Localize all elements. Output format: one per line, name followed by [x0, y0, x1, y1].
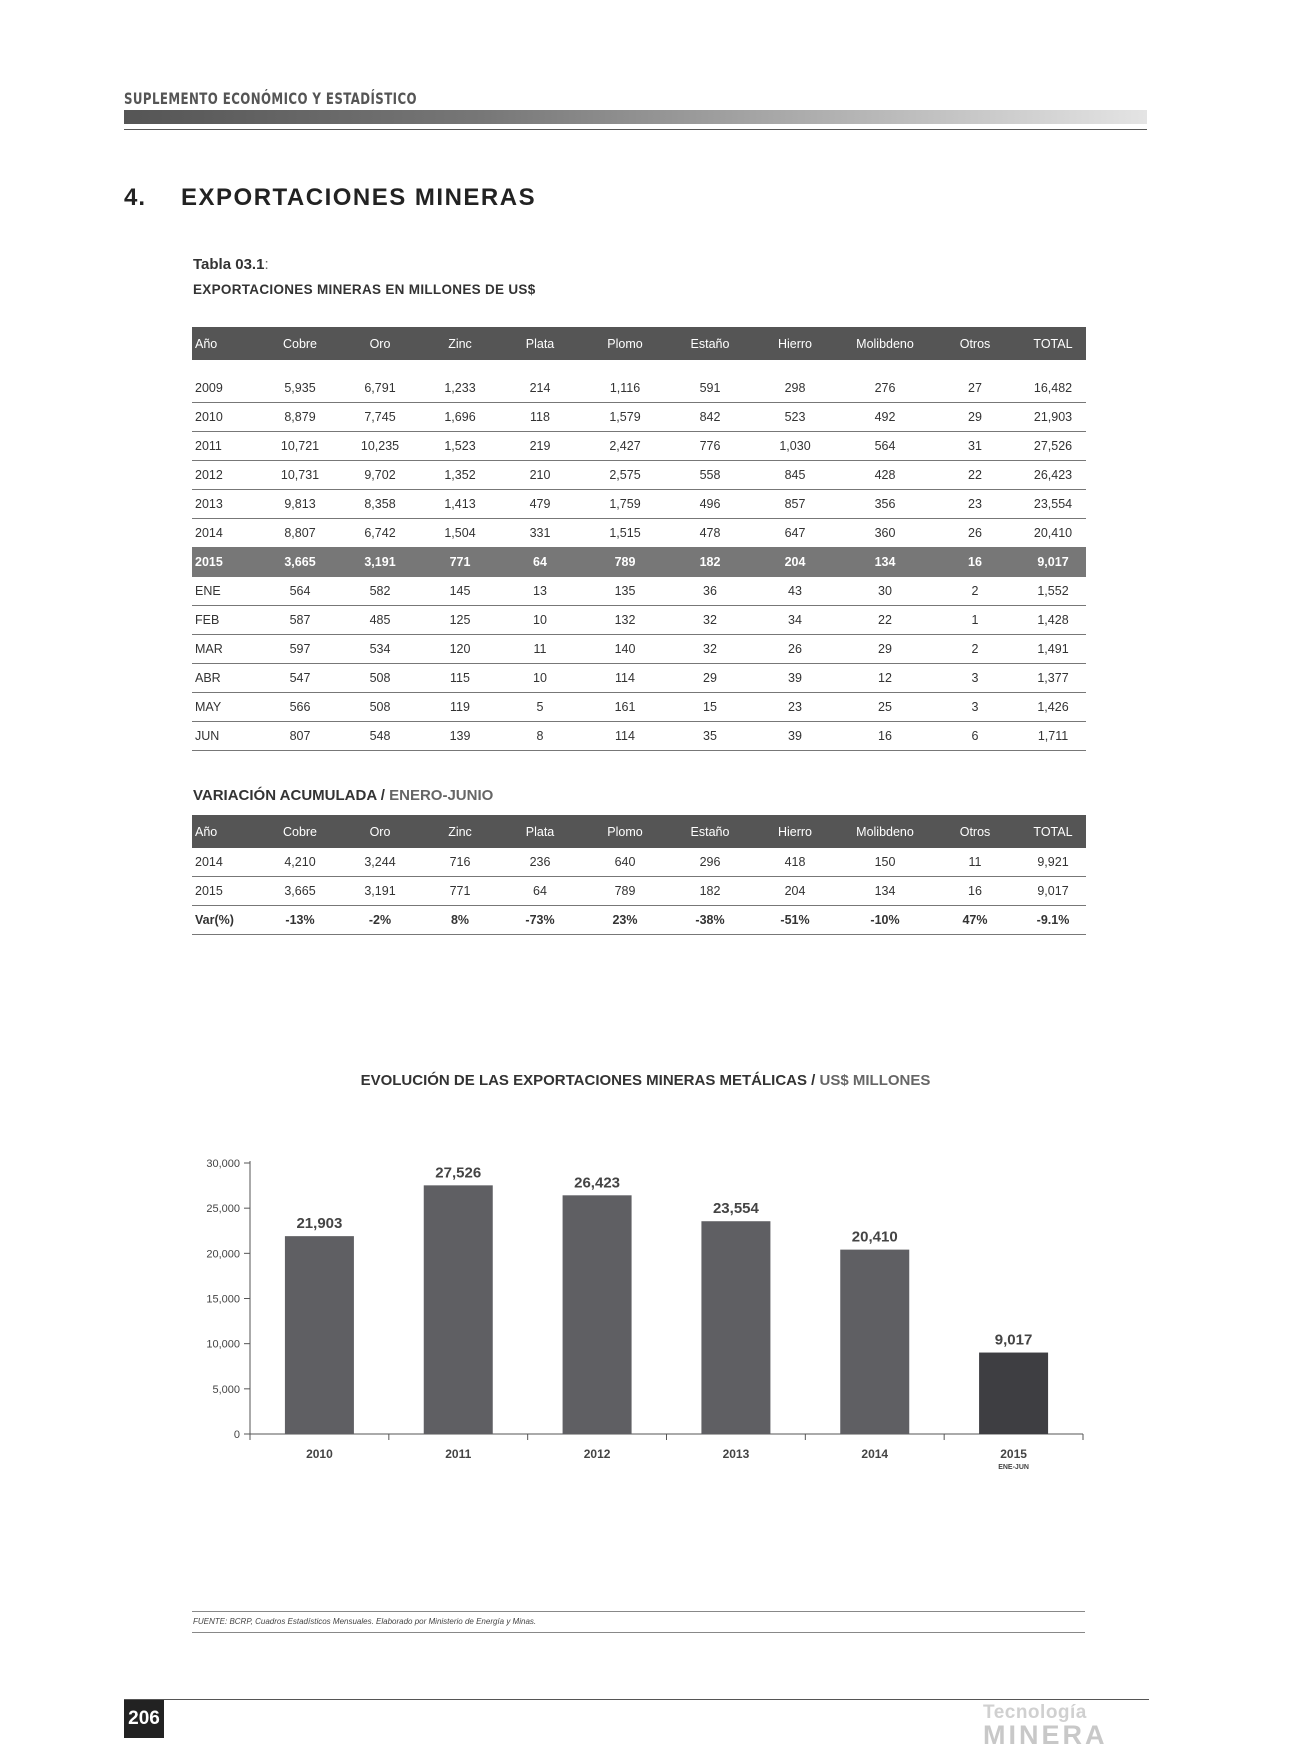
table-cell: 2011	[192, 432, 260, 461]
bar	[424, 1185, 493, 1434]
bar	[701, 1221, 770, 1434]
table-cell: 298	[750, 374, 840, 403]
table-cell: 134	[840, 548, 930, 577]
table-cell: 23	[750, 693, 840, 722]
table-cell: 115	[420, 664, 500, 693]
table-cell: -73%	[500, 906, 580, 935]
table-cell: 10,235	[340, 432, 420, 461]
column-header: Plomo	[580, 815, 670, 848]
table-cell: 591	[670, 374, 750, 403]
table-cell: 64	[500, 877, 580, 906]
table-cell: 150	[840, 848, 930, 877]
table-cell: 771	[420, 877, 500, 906]
table-cell: 2014	[192, 519, 260, 548]
table-cell: 8,358	[340, 490, 420, 519]
table-cell: 1,428	[1020, 606, 1086, 635]
column-header: Hierro	[750, 815, 840, 848]
table-cell: 64	[500, 548, 580, 577]
table-cell: 3	[930, 664, 1020, 693]
table-cell: 582	[340, 577, 420, 606]
table-cell: 508	[340, 664, 420, 693]
table-cell: 10	[500, 664, 580, 693]
table-cell: 9,813	[260, 490, 340, 519]
table-cell: 564	[260, 577, 340, 606]
table-cell: 25	[840, 693, 930, 722]
bar	[979, 1353, 1048, 1434]
table-cell: -10%	[840, 906, 930, 935]
table-cell: 360	[840, 519, 930, 548]
variation-title-main: VARIACIÓN ACUMULADA	[193, 787, 377, 804]
table-cell: 331	[500, 519, 580, 548]
table-cell: FEB	[192, 606, 260, 635]
x-tick-label: 2010	[306, 1447, 333, 1461]
table-cell: 485	[340, 606, 420, 635]
column-header: Oro	[340, 327, 420, 360]
table-cell: 114	[580, 664, 670, 693]
table-cell: MAR	[192, 635, 260, 664]
table-cell: 1,116	[580, 374, 670, 403]
table-cell: 30	[840, 577, 930, 606]
table-cell: 2015	[192, 877, 260, 906]
table-cell: 182	[670, 877, 750, 906]
table-cell: 8	[500, 722, 580, 751]
table-cell: 558	[670, 461, 750, 490]
table-cell: 145	[420, 577, 500, 606]
table-cell: 3,191	[340, 877, 420, 906]
table-cell: 428	[840, 461, 930, 490]
column-header: TOTAL	[1020, 327, 1086, 360]
table-cell: 8,807	[260, 519, 340, 548]
table-cell: 39	[750, 664, 840, 693]
y-tick-label: 0	[233, 1429, 240, 1441]
table-cell: 2,427	[580, 432, 670, 461]
table-cell: -51%	[750, 906, 840, 935]
footer-rule	[124, 1699, 1149, 1700]
table-cell: 36	[670, 577, 750, 606]
table-cell: 16	[840, 722, 930, 751]
table-cell: 1,552	[1020, 577, 1086, 606]
table-cell: 23,554	[1020, 490, 1086, 519]
bar	[563, 1195, 632, 1434]
table-cell: 134	[840, 877, 930, 906]
table-cell: 11	[500, 635, 580, 664]
y-tick-label: 30,000	[206, 1158, 240, 1170]
table-cell: 3	[930, 693, 1020, 722]
bar-value-label: 21,903	[296, 1215, 343, 1233]
table-cell: 23	[930, 490, 1020, 519]
table-cell: 1,426	[1020, 693, 1086, 722]
table-cell: 534	[340, 635, 420, 664]
column-header: Cobre	[260, 327, 340, 360]
chart-title-sub: US$ MILLONES	[819, 1072, 931, 1089]
table-cell: 8%	[420, 906, 500, 935]
variation-title-sub: ENERO-JUNIO	[389, 787, 494, 804]
column-header: Zinc	[420, 327, 500, 360]
table-cell: 236	[500, 848, 580, 877]
table-cell: 214	[500, 374, 580, 403]
column-header: Año	[192, 327, 260, 360]
table-cell: 3,665	[260, 877, 340, 906]
table-cell: 140	[580, 635, 670, 664]
y-tick-label: 25,000	[206, 1203, 240, 1216]
table-cell: 182	[670, 548, 750, 577]
table-cell: 492	[840, 403, 930, 432]
table-cell: 5	[500, 693, 580, 722]
bar-value-label: 20,410	[851, 1228, 898, 1246]
column-header: Molibdeno	[840, 815, 930, 848]
table-cell: 478	[670, 519, 750, 548]
table-cell: 16	[930, 877, 1020, 906]
table-cell: 6,791	[340, 374, 420, 403]
table-cell: 2009	[192, 374, 260, 403]
table-cell: ENE	[192, 577, 260, 606]
table-label-text: Tabla 03.1	[193, 256, 265, 273]
table-cell: 2015	[192, 548, 260, 577]
table-cell: 1,515	[580, 519, 670, 548]
table-cell: 9,921	[1020, 848, 1086, 877]
table-cell: 22	[930, 461, 1020, 490]
table-cell: 21,903	[1020, 403, 1086, 432]
table-cell: 210	[500, 461, 580, 490]
table-cell: 16	[930, 548, 1020, 577]
table-cell: 11	[930, 848, 1020, 877]
column-header: Molibdeno	[840, 327, 930, 360]
table-cell: 29	[930, 403, 1020, 432]
x-tick-label: 2013	[722, 1447, 750, 1461]
table-cell: 34	[750, 606, 840, 635]
bar-value-label: 26,423	[574, 1174, 621, 1192]
table-cell: 10,731	[260, 461, 340, 490]
brand-line1: Tecnología	[983, 1702, 1087, 1723]
y-tick-label: 20,000	[206, 1248, 240, 1261]
table-cell: 204	[750, 877, 840, 906]
table-cell: 587	[260, 606, 340, 635]
table-cell: 640	[580, 848, 670, 877]
column-header: Año	[192, 815, 260, 848]
table-cell: 4,210	[260, 848, 340, 877]
chart-title-sep: /	[807, 1072, 820, 1089]
table-cell: 204	[750, 548, 840, 577]
column-header: Zinc	[420, 815, 500, 848]
table-cell: 842	[670, 403, 750, 432]
table-cell: 125	[420, 606, 500, 635]
table-cell: 2012	[192, 461, 260, 490]
table-cell: 496	[670, 490, 750, 519]
table-cell: 276	[840, 374, 930, 403]
y-tick-label: 10,000	[206, 1338, 240, 1351]
table-cell: 1,491	[1020, 635, 1086, 664]
table-cell: 26	[930, 519, 1020, 548]
table-cell: 139	[420, 722, 500, 751]
table-cell: 10	[500, 606, 580, 635]
table-cell: 13	[500, 577, 580, 606]
table-cell: 1,352	[420, 461, 500, 490]
table-cell: MAY	[192, 693, 260, 722]
table-cell: 9,017	[1020, 548, 1086, 577]
table-cell: 5,935	[260, 374, 340, 403]
table-cell: 161	[580, 693, 670, 722]
table-cell: 523	[750, 403, 840, 432]
table-cell: 32	[670, 635, 750, 664]
x-tick-label: 2012	[583, 1447, 611, 1461]
table-cell: 1,030	[750, 432, 840, 461]
table-cell: 647	[750, 519, 840, 548]
table-cell: 12	[840, 664, 930, 693]
table-cell: Var(%)	[192, 906, 260, 935]
x-tick-label: 2015	[1000, 1447, 1027, 1461]
table-cell: 31	[930, 432, 1020, 461]
page-number: 206	[124, 1700, 164, 1738]
supplement-title: SUPLEMENTO ECONÓMICO Y ESTADÍSTICO	[124, 89, 417, 108]
table-cell: 8,879	[260, 403, 340, 432]
table-cell: 16,482	[1020, 374, 1086, 403]
table-cell: 776	[670, 432, 750, 461]
table-cell: -9.1%	[1020, 906, 1086, 935]
table-cell: -2%	[340, 906, 420, 935]
table-cell: 1,233	[420, 374, 500, 403]
table-cell: 566	[260, 693, 340, 722]
table-cell: 1,759	[580, 490, 670, 519]
table-cell: 2	[930, 577, 1020, 606]
table-cell: 547	[260, 664, 340, 693]
table-cell: 6	[930, 722, 1020, 751]
source-rule-bottom	[192, 1632, 1085, 1633]
x-tick-label: 2011	[445, 1447, 472, 1461]
table-cell: 119	[420, 693, 500, 722]
table-cell: 39	[750, 722, 840, 751]
table-cell: -38%	[670, 906, 750, 935]
table-cell: 2010	[192, 403, 260, 432]
table-cell: 508	[340, 693, 420, 722]
table-cell: 22	[840, 606, 930, 635]
y-tick-label: 5,000	[212, 1383, 240, 1396]
table-cell: JUN	[192, 722, 260, 751]
table-cell: 47%	[930, 906, 1020, 935]
table-subtitle: EXPORTACIONES MINERAS EN MILLONES DE US$	[193, 282, 536, 297]
table-cell: 356	[840, 490, 930, 519]
table-cell: 9,017	[1020, 877, 1086, 906]
column-header: Estaño	[670, 327, 750, 360]
bar-value-label: 23,554	[712, 1200, 759, 1218]
column-header: Otros	[930, 815, 1020, 848]
bar-value-label: 9,017	[994, 1331, 1033, 1349]
column-header: Hierro	[750, 327, 840, 360]
table-cell: 296	[670, 848, 750, 877]
bar	[285, 1236, 354, 1434]
table-cell: 15	[670, 693, 750, 722]
table-cell: 1,523	[420, 432, 500, 461]
table-cell: 6,742	[340, 519, 420, 548]
source-note: FUENTE: BCRP, Cuadros Estadísticos Mensuales. Elaborado por Ministerio de Energía y Minas.	[193, 1617, 537, 1626]
table-cell: 597	[260, 635, 340, 664]
table-cell: 7,745	[340, 403, 420, 432]
variation-title-sep: /	[376, 787, 390, 804]
table-label-colon: :	[264, 256, 269, 273]
table-cell: 2013	[192, 490, 260, 519]
bar	[840, 1250, 909, 1434]
table-cell: 29	[670, 664, 750, 693]
table-cell: 771	[420, 548, 500, 577]
table-cell: 219	[500, 432, 580, 461]
table-cell: 789	[580, 877, 670, 906]
chart-title-main: EVOLUCIÓN DE LAS EXPORTACIONES MINERAS METÁLICAS	[360, 1072, 808, 1089]
table-cell: 10,721	[260, 432, 340, 461]
table-cell: 26,423	[1020, 461, 1086, 490]
table-cell: 29	[840, 635, 930, 664]
table-cell: 27,526	[1020, 432, 1086, 461]
table-cell: 3,665	[260, 548, 340, 577]
column-header: Plata	[500, 815, 580, 848]
table-cell: 118	[500, 403, 580, 432]
table-cell: 2014	[192, 848, 260, 877]
brand-line2: MINERA	[983, 1720, 1108, 1750]
table-cell: 845	[750, 461, 840, 490]
table-cell: 135	[580, 577, 670, 606]
table-cell: 564	[840, 432, 930, 461]
column-header: Plomo	[580, 327, 670, 360]
column-header: Plata	[500, 327, 580, 360]
table-cell: -13%	[260, 906, 340, 935]
table-cell: 2,575	[580, 461, 670, 490]
column-header: Cobre	[260, 815, 340, 848]
table-cell: 807	[260, 722, 340, 751]
table-cell: 23%	[580, 906, 670, 935]
table-cell: 26	[750, 635, 840, 664]
table-cell: 1,579	[580, 403, 670, 432]
table-cell: 548	[340, 722, 420, 751]
table-cell: 716	[420, 848, 500, 877]
table-cell: 1,504	[420, 519, 500, 548]
column-header: Otros	[930, 327, 1020, 360]
table-cell: 1,377	[1020, 664, 1086, 693]
table-cell: 857	[750, 490, 840, 519]
column-header: Oro	[340, 815, 420, 848]
section-number: 4.	[124, 184, 147, 211]
table-cell: 789	[580, 548, 670, 577]
source-rule-top	[192, 1611, 1085, 1612]
table-cell: 43	[750, 577, 840, 606]
x-tick-label: 2014	[861, 1447, 889, 1461]
section-title: EXPORTACIONES MINERAS	[181, 184, 537, 211]
table-cell: 479	[500, 490, 580, 519]
table-cell: 418	[750, 848, 840, 877]
table-cell: ABR	[192, 664, 260, 693]
table-cell: 9,702	[340, 461, 420, 490]
table-cell: 20,410	[1020, 519, 1086, 548]
column-header: Estaño	[670, 815, 750, 848]
table-cell: 1,711	[1020, 722, 1086, 751]
table-cell: 1,413	[420, 490, 500, 519]
table-cell: 35	[670, 722, 750, 751]
table-cell: 32	[670, 606, 750, 635]
table-cell: 132	[580, 606, 670, 635]
table-cell: 2	[930, 635, 1020, 664]
table-cell: 114	[580, 722, 670, 751]
table-cell: 27	[930, 374, 1020, 403]
y-tick-label: 15,000	[206, 1293, 240, 1306]
table-cell: 1,696	[420, 403, 500, 432]
table-cell: 3,191	[340, 548, 420, 577]
x-tick-sublabel: ENE-JUN	[998, 1464, 1029, 1471]
table-cell: 120	[420, 635, 500, 664]
column-header: TOTAL	[1020, 815, 1086, 848]
table-cell: 1	[930, 606, 1020, 635]
bar-value-label: 27,526	[435, 1164, 482, 1182]
table-cell: 3,244	[340, 848, 420, 877]
